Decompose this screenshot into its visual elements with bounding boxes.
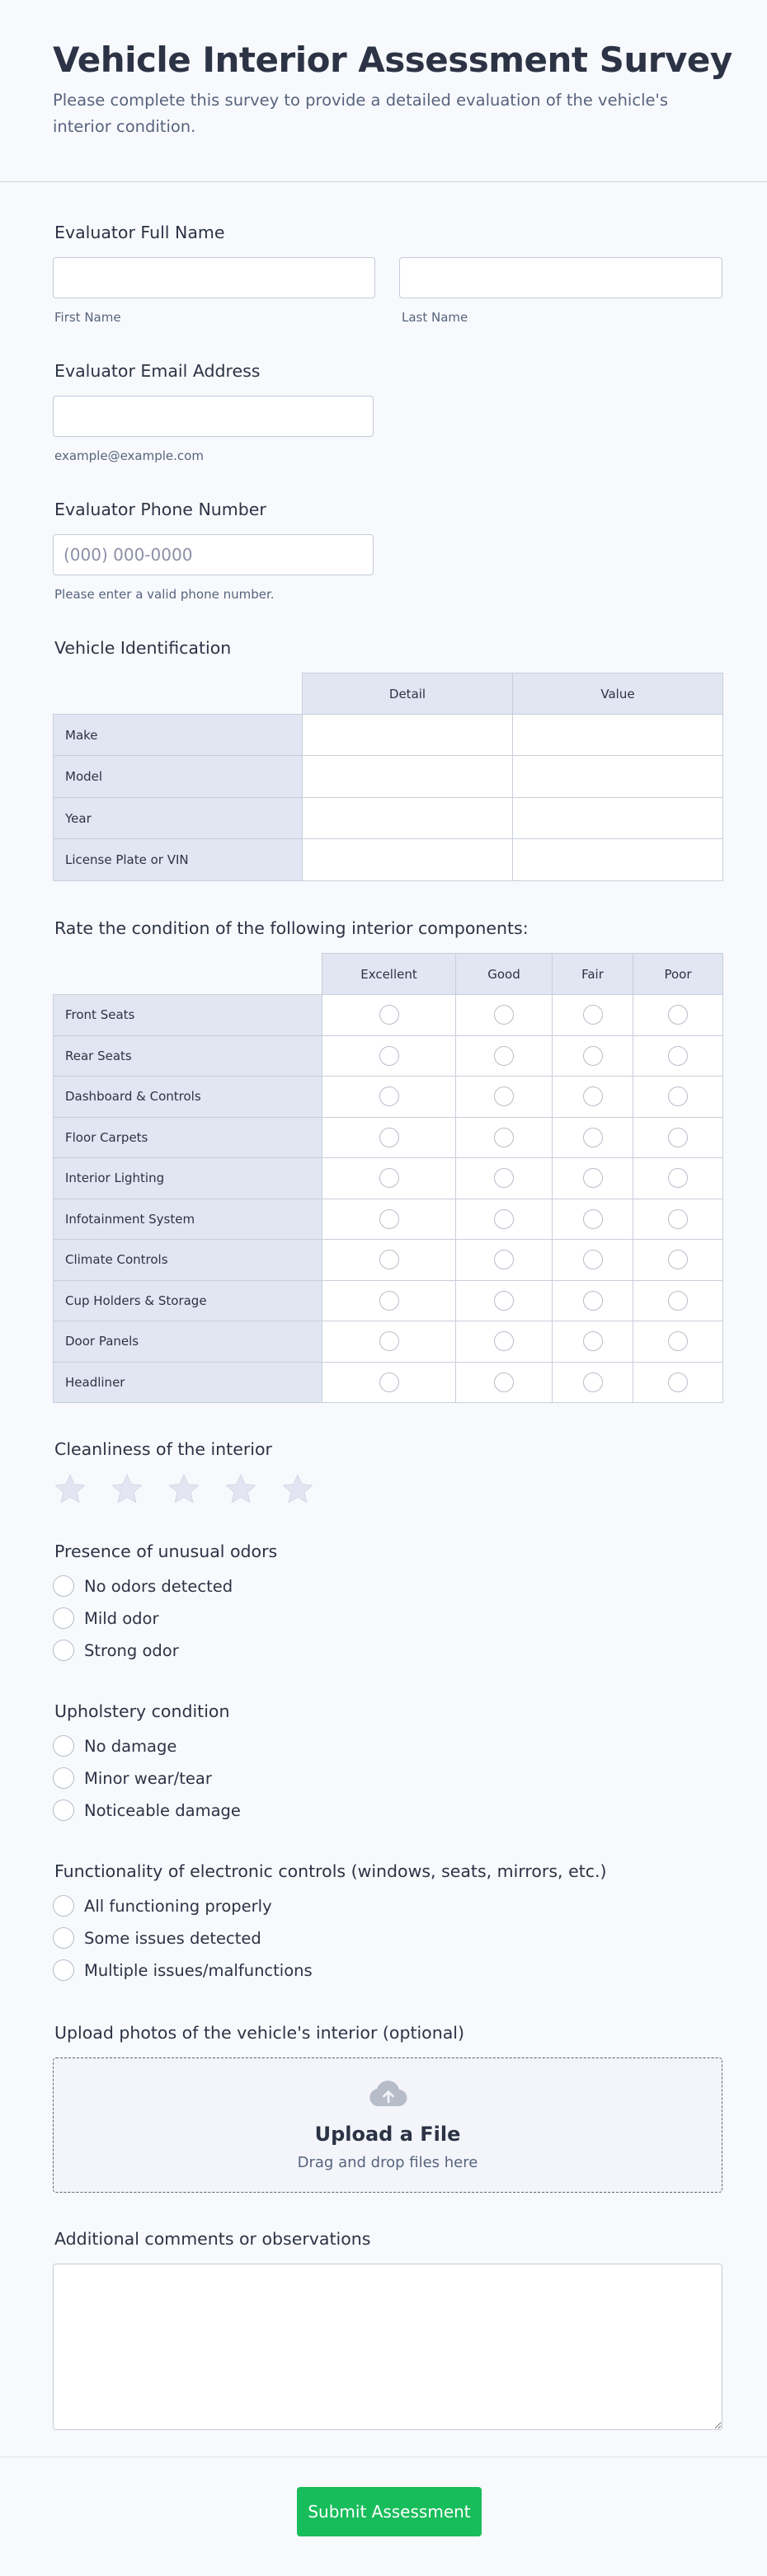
matrix-cell: [322, 1158, 456, 1199]
submit-button[interactable]: Submit Assessment: [297, 2487, 482, 2536]
option-label: Noticeable damage: [84, 1800, 241, 1820]
radio-button[interactable]: [583, 1250, 603, 1269]
radio-button[interactable]: [494, 1168, 514, 1188]
cloud-upload-icon: [369, 2078, 408, 2108]
radio-button[interactable]: [668, 1250, 688, 1269]
radio-button[interactable]: [494, 1005, 514, 1025]
matrix-cell: [456, 1158, 553, 1199]
radio-button[interactable]: [379, 1291, 399, 1311]
radio-button[interactable]: [379, 1209, 399, 1229]
radio-button[interactable]: [583, 1331, 603, 1351]
radio-button[interactable]: [379, 1250, 399, 1269]
radio-button[interactable]: [53, 1895, 74, 1917]
radio-button[interactable]: [668, 1168, 688, 1188]
matrix-cell: [322, 1321, 456, 1363]
form-header: [0, 0, 767, 182]
matrix-cell: [322, 1117, 456, 1158]
radio-button[interactable]: [379, 1372, 399, 1392]
matrix-row: [54, 1199, 723, 1240]
matrix-cell: [553, 1362, 633, 1403]
table-cell-input[interactable]: [513, 798, 723, 839]
star-rating: [53, 1472, 315, 1507]
table-cell-input[interactable]: [513, 715, 723, 756]
radio-button[interactable]: [583, 1005, 603, 1025]
column-header: Good: [456, 954, 553, 995]
matrix-cell: [322, 995, 456, 1036]
matrix-cell: [553, 1280, 633, 1321]
option-label: No odors detected: [84, 1576, 233, 1596]
matrix-cell: [456, 1280, 553, 1321]
full-name-label: Evaluator Full Name: [54, 223, 225, 242]
matrix-cell: [322, 1035, 456, 1077]
matrix-row: [54, 1158, 723, 1199]
option-label: Some issues detected: [84, 1928, 261, 1948]
matrix-row: [54, 1240, 723, 1281]
upload-label: Upload photos of the vehicle's interior (optional): [54, 2023, 464, 2043]
matrix-cell: [456, 1199, 553, 1240]
email-sublabel: example@example.com: [54, 448, 204, 463]
table-corner: [54, 673, 303, 715]
last-name-sublabel: Last Name: [402, 310, 468, 325]
row-header: Dashboard & Controls: [54, 1077, 322, 1118]
odor-option[interactable]: [53, 1575, 233, 1597]
first-name-input[interactable]: [53, 257, 375, 298]
matrix-cell: [322, 1280, 456, 1321]
radio-button[interactable]: [53, 1640, 74, 1661]
radio-button[interactable]: [668, 1128, 688, 1147]
vehicle-id-label: Vehicle Identification: [54, 638, 232, 658]
column-header: Fair: [553, 954, 633, 995]
radio-button[interactable]: [53, 1927, 74, 1949]
condition-matrix: [53, 953, 723, 1403]
radio-button[interactable]: [583, 1372, 603, 1392]
matrix-cell: [633, 1362, 723, 1403]
comments-textarea[interactable]: [53, 2264, 722, 2430]
page-subtitle: Please complete this survey to provide a detailed evaluation of the vehicle's interior condition.: [53, 91, 669, 136]
radio-button[interactable]: [494, 1250, 514, 1269]
radio-button[interactable]: [494, 1331, 514, 1351]
radio-button[interactable]: [494, 1086, 514, 1106]
electronics-option[interactable]: [53, 1895, 272, 1917]
table-corner: [54, 954, 322, 995]
row-header: Interior Lighting: [54, 1158, 322, 1199]
matrix-cell: [553, 1158, 633, 1199]
upload-subtitle: Drag and drop files here: [297, 2154, 478, 2171]
phone-label: Evaluator Phone Number: [54, 500, 266, 519]
option-label: No damage: [84, 1736, 177, 1756]
electronics-option[interactable]: [53, 1959, 313, 1981]
star-icon[interactable]: [167, 1472, 201, 1507]
matrix-cell: [633, 1199, 723, 1240]
matrix-cell: [553, 1077, 633, 1118]
matrix-cell: [633, 1158, 723, 1199]
first-name-sublabel: First Name: [54, 310, 121, 325]
radio-button[interactable]: [583, 1291, 603, 1311]
footer-divider: [0, 2456, 767, 2457]
phone-input[interactable]: [53, 534, 374, 575]
upload-title: Upload a File: [314, 2123, 461, 2146]
matrix-cell: [633, 995, 723, 1036]
matrix-cell: [553, 1199, 633, 1240]
matrix-cell: [553, 1035, 633, 1077]
condition-matrix-label: Rate the condition of the following interior components:: [54, 918, 529, 938]
table-cell-input[interactable]: [513, 839, 723, 881]
radio-button[interactable]: [379, 1005, 399, 1025]
cleanliness-label: Cleanliness of the interior: [54, 1439, 272, 1459]
matrix-cell: [633, 1077, 723, 1118]
matrix-cell: [456, 1117, 553, 1158]
radio-button[interactable]: [668, 1005, 688, 1025]
row-header: Rear Seats: [54, 1035, 322, 1077]
comments-label: Additional comments or observations: [54, 2229, 371, 2249]
upholstery-option[interactable]: [53, 1799, 241, 1821]
option-label: Minor wear/tear: [84, 1768, 212, 1788]
radio-button[interactable]: [53, 1575, 74, 1597]
upholstery-option[interactable]: [53, 1735, 176, 1757]
row-header: Floor Carpets: [54, 1117, 322, 1158]
table-cell-input[interactable]: [513, 756, 723, 798]
radio-button[interactable]: [379, 1128, 399, 1147]
radio-button[interactable]: [583, 1086, 603, 1106]
star-icon[interactable]: [280, 1472, 315, 1507]
radio-button[interactable]: [379, 1086, 399, 1106]
table-cell-input[interactable]: [303, 798, 513, 839]
row-header: Infotainment System: [54, 1199, 322, 1240]
radio-button[interactable]: [494, 1372, 514, 1392]
radio-button[interactable]: [668, 1372, 688, 1392]
column-header: Detail: [303, 673, 513, 715]
column-header: Poor: [633, 954, 723, 995]
row-header: Front Seats: [54, 995, 322, 1036]
radio-button[interactable]: [53, 1767, 74, 1789]
matrix-cell: [456, 995, 553, 1036]
odor-option[interactable]: [53, 1640, 179, 1661]
radio-button[interactable]: [583, 1209, 603, 1229]
file-dropzone[interactable]: [53, 2058, 722, 2193]
option-label: Strong odor: [84, 1640, 179, 1660]
radio-button[interactable]: [668, 1209, 688, 1229]
row-header: Door Panels: [54, 1321, 322, 1363]
vehicle-id-table: [53, 673, 723, 881]
radio-button[interactable]: [53, 1607, 74, 1629]
star-icon[interactable]: [224, 1472, 258, 1507]
matrix-row: [54, 1117, 723, 1158]
matrix-row: [54, 1280, 723, 1321]
radio-button[interactable]: [668, 1291, 688, 1311]
odors-label: Presence of unusual odors: [54, 1541, 278, 1561]
radio-button[interactable]: [583, 1128, 603, 1147]
electronics-option[interactable]: [53, 1927, 261, 1949]
matrix-cell: [322, 1240, 456, 1281]
table-cell-input[interactable]: [303, 715, 513, 756]
electronics-label: Functionality of electronic controls (windows, seats, mirrors, etc.): [54, 1861, 607, 1881]
radio-button[interactable]: [494, 1291, 514, 1311]
row-header: Climate Controls: [54, 1240, 322, 1281]
radio-button[interactable]: [668, 1086, 688, 1106]
odor-option[interactable]: [53, 1607, 159, 1629]
column-header: Excellent: [322, 954, 456, 995]
star-icon[interactable]: [110, 1472, 144, 1507]
matrix-cell: [553, 1321, 633, 1363]
radio-button[interactable]: [668, 1046, 688, 1066]
email-label: Evaluator Email Address: [54, 361, 261, 381]
star-icon[interactable]: [53, 1472, 87, 1507]
table-cell-input[interactable]: [303, 756, 513, 798]
matrix-row: [54, 1321, 723, 1363]
radio-button[interactable]: [583, 1168, 603, 1188]
radio-button[interactable]: [494, 1128, 514, 1147]
radio-button[interactable]: [494, 1046, 514, 1066]
matrix-cell: [456, 1035, 553, 1077]
matrix-cell: [633, 1117, 723, 1158]
option-label: Mild odor: [84, 1608, 159, 1628]
column-header: Value: [513, 673, 723, 715]
radio-button[interactable]: [494, 1209, 514, 1229]
matrix-cell: [553, 1240, 633, 1281]
option-label: Multiple issues/malfunctions: [84, 1960, 313, 1980]
phone-sublabel: Please enter a valid phone number.: [54, 587, 275, 602]
matrix-row: [54, 1077, 723, 1118]
radio-button[interactable]: [583, 1046, 603, 1066]
matrix-row: [54, 995, 723, 1036]
matrix-cell: [553, 995, 633, 1036]
radio-button[interactable]: [53, 1959, 74, 1981]
row-header: License Plate or VIN: [54, 839, 303, 881]
radio-button[interactable]: [379, 1046, 399, 1066]
matrix-cell: [322, 1199, 456, 1240]
email-input[interactable]: [53, 396, 374, 437]
row-header: Model: [54, 756, 303, 798]
page-title: Vehicle Interior Assessment Survey: [53, 40, 732, 80]
matrix-row: [54, 1035, 723, 1077]
radio-button[interactable]: [379, 1331, 399, 1351]
matrix-cell: [633, 1240, 723, 1281]
radio-button[interactable]: [379, 1168, 399, 1188]
matrix-cell: [633, 1035, 723, 1077]
matrix-cell: [456, 1321, 553, 1363]
matrix-row: [54, 1362, 723, 1403]
radio-button[interactable]: [668, 1331, 688, 1351]
row-header: Year: [54, 798, 303, 839]
option-label: All functioning properly: [84, 1896, 272, 1916]
upholstery-option[interactable]: [53, 1767, 212, 1789]
radio-button[interactable]: [53, 1799, 74, 1821]
matrix-cell: [633, 1321, 723, 1363]
matrix-cell: [633, 1280, 723, 1321]
last-name-input[interactable]: [399, 257, 722, 298]
upholstery-label: Upholstery condition: [54, 1701, 230, 1721]
row-header: Cup Holders & Storage: [54, 1280, 322, 1321]
matrix-cell: [456, 1240, 553, 1281]
matrix-cell: [322, 1077, 456, 1118]
matrix-cell: [553, 1117, 633, 1158]
matrix-cell: [322, 1362, 456, 1403]
matrix-cell: [456, 1362, 553, 1403]
row-header: Headliner: [54, 1362, 322, 1403]
matrix-cell: [456, 1077, 553, 1118]
table-cell-input[interactable]: [303, 839, 513, 881]
radio-button[interactable]: [53, 1735, 74, 1757]
row-header: Make: [54, 715, 303, 756]
